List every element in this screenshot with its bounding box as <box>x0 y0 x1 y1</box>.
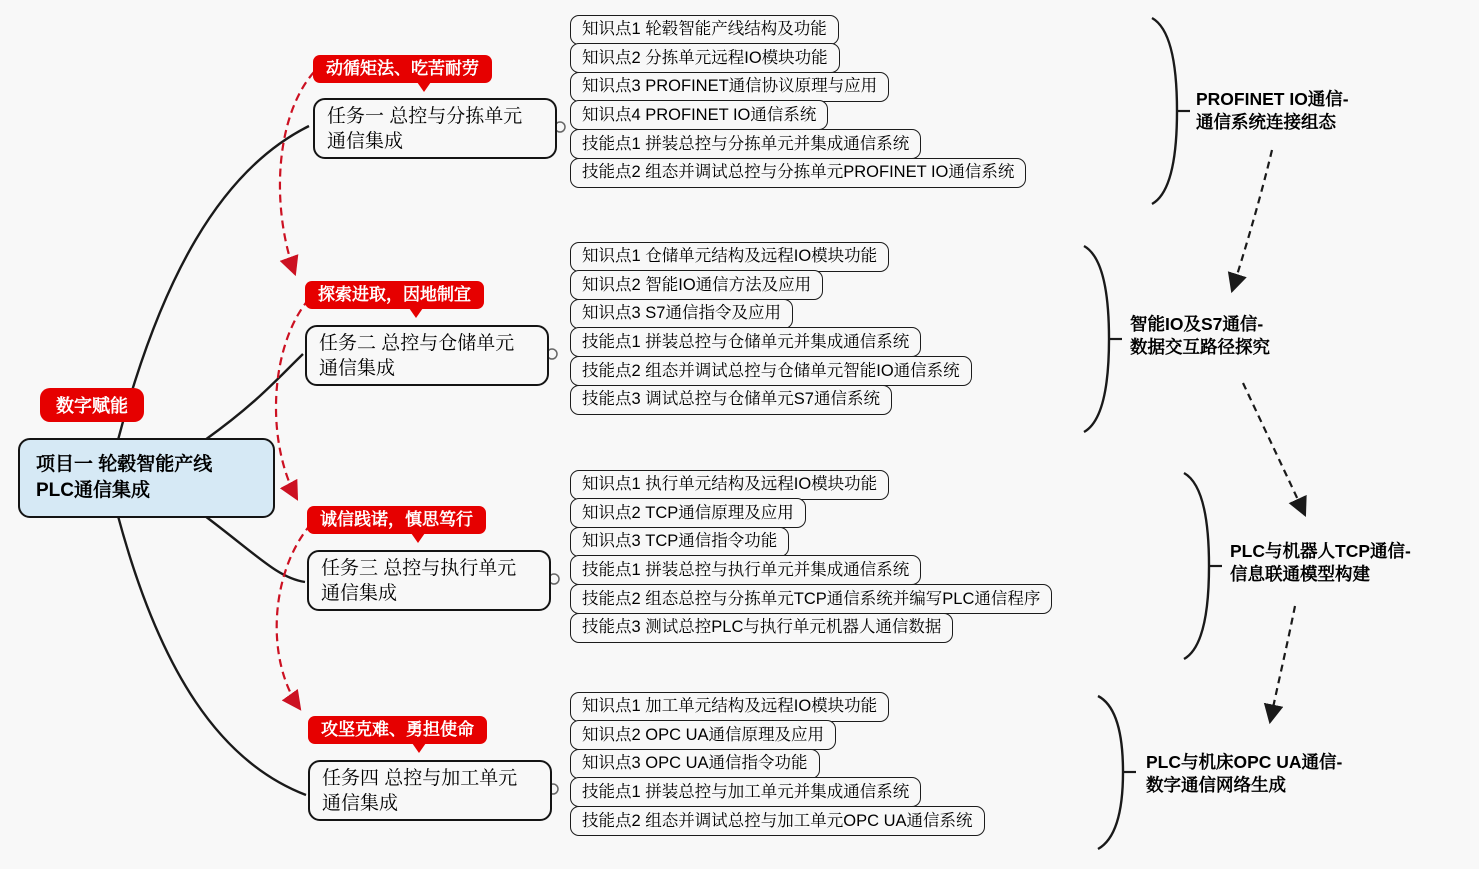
list-item[interactable]: 技能点2 组态并调试总控与分拣单元PROFINET IO通信系统 <box>570 158 1026 188</box>
root-title-line1: 项目一 轮毂智能产线 <box>36 454 213 475</box>
list-item[interactable]: 技能点2 组态并调试总控与加工单元OPC UA通信系统 <box>570 806 985 836</box>
list-item[interactable]: 知识点2 OPC UA通信原理及应用 <box>570 720 836 750</box>
root-title-line2: PLC通信集成 <box>36 480 151 501</box>
bracket-task3 <box>1184 473 1209 659</box>
task3-title-line2: 通信集成 <box>321 582 398 604</box>
outcome-task2-line1: 智能IO及S7通信- <box>1130 314 1264 334</box>
motto-flow-2-3 <box>276 299 309 499</box>
outcome-task2[interactable] <box>1130 313 1270 359</box>
list-item[interactable]: 技能点1 拼装总控与仓储单元并集成通信系统 <box>570 327 921 357</box>
task2-point-list <box>570 243 972 415</box>
list-item[interactable]: 技能点1 拼装总控与加工单元并集成通信系统 <box>570 777 921 807</box>
list-item[interactable]: 技能点2 组态总控与分拣单元TCP通信系统并编写PLC通信程序 <box>570 584 1052 614</box>
motto-flow-1-2 <box>280 72 314 274</box>
bracket-task1 <box>1152 18 1177 204</box>
outcome-flow-1-2 <box>1232 150 1272 291</box>
list-item[interactable]: 知识点3 S7通信指令及应用 <box>570 299 793 329</box>
task1-node[interactable] <box>313 98 557 159</box>
list-item[interactable]: 知识点1 执行单元结构及远程IO模块功能 <box>570 470 889 500</box>
task1-title-line2: 通信集成 <box>327 130 404 152</box>
task3-point-list <box>570 471 1052 643</box>
list-item[interactable]: 知识点1 轮毂智能产线结构及功能 <box>570 15 839 45</box>
root-badge[interactable]: 数字赋能 <box>40 388 144 422</box>
task4-node[interactable] <box>308 760 552 821</box>
motto-task3[interactable]: 诚信践诺，慎思笃行 <box>307 506 486 534</box>
list-item[interactable]: 技能点1 拼装总控与执行单元并集成通信系统 <box>570 555 921 585</box>
list-item[interactable]: 技能点2 组态并调试总控与仓储单元智能IO通信系统 <box>570 356 972 386</box>
list-item[interactable]: 知识点4 PROFINET IO通信系统 <box>570 100 828 130</box>
task2-node[interactable] <box>305 325 549 386</box>
motto-task1[interactable]: 动循矩法、吃苦耐劳 <box>313 55 492 83</box>
outcome-flow-2-3 <box>1243 383 1305 515</box>
outcome-task1[interactable] <box>1196 88 1349 134</box>
motto-task2[interactable]: 探索进取，因地制宜 <box>305 281 484 309</box>
outcome-task4-line1: PLC与机床OPC UA通信- <box>1146 752 1343 772</box>
outcome-flow-3-4 <box>1270 606 1295 722</box>
branch-root-task4 <box>118 516 306 795</box>
branch-root-task2 <box>205 354 303 440</box>
motto-task4[interactable]: 攻坚克难、勇担使命 <box>308 716 487 744</box>
list-item[interactable]: 知识点2 智能IO通信方法及应用 <box>570 270 823 300</box>
outcome-task3[interactable] <box>1230 540 1411 586</box>
task4-title-line1: 任务四 总控与加工单元 <box>322 767 518 789</box>
outcome-task2-line2: 数据交互路径探究 <box>1130 337 1270 357</box>
list-item[interactable]: 技能点3 调试总控与仓储单元S7通信系统 <box>570 385 892 415</box>
list-item[interactable]: 知识点3 PROFINET通信协议原理与应用 <box>570 72 889 102</box>
task4-title-line2: 通信集成 <box>322 792 399 814</box>
outcome-task3-line2: 信息联通模型构建 <box>1230 564 1370 584</box>
task3-title-line1: 任务三 总控与执行单元 <box>321 557 517 579</box>
outcome-task1-line1: PROFINET IO通信- <box>1196 89 1349 109</box>
task2-title-line2: 通信集成 <box>319 357 396 379</box>
bracket-task4 <box>1098 696 1123 849</box>
list-item[interactable]: 知识点3 OPC UA通信指令功能 <box>570 749 820 779</box>
list-item[interactable]: 知识点3 TCP通信指令功能 <box>570 527 789 557</box>
task1-point-list <box>570 16 1026 188</box>
outcome-task3-line1: PLC与机器人TCP通信- <box>1230 541 1411 561</box>
bracket-task2 <box>1084 246 1109 432</box>
outcome-task4-line2: 数字通信网络生成 <box>1146 775 1286 795</box>
outcome-task1-line2: 通信系统连接组态 <box>1196 112 1336 132</box>
list-item[interactable]: 知识点1 仓储单元结构及远程IO模块功能 <box>570 242 889 272</box>
task2-title-line1: 任务二 总控与仓储单元 <box>319 332 515 354</box>
motto-flow-3-4 <box>277 524 311 709</box>
root-node[interactable] <box>18 438 275 518</box>
list-item[interactable]: 知识点2 分拣单元远程IO模块功能 <box>570 43 840 73</box>
list-item[interactable]: 技能点3 测试总控PLC与执行单元机器人通信数据 <box>570 613 953 643</box>
task4-point-list <box>570 693 985 836</box>
outcome-task4[interactable] <box>1146 751 1342 797</box>
task1-title-line1: 任务一 总控与分拣单元 <box>327 105 523 127</box>
list-item[interactable]: 知识点2 TCP通信原理及应用 <box>570 498 806 528</box>
task3-node[interactable] <box>307 550 551 611</box>
list-item[interactable]: 技能点1 拼装总控与分拣单元并集成通信系统 <box>570 129 921 159</box>
list-item[interactable]: 知识点1 加工单元结构及远程IO模块功能 <box>570 692 889 722</box>
branch-root-task3 <box>205 516 305 582</box>
